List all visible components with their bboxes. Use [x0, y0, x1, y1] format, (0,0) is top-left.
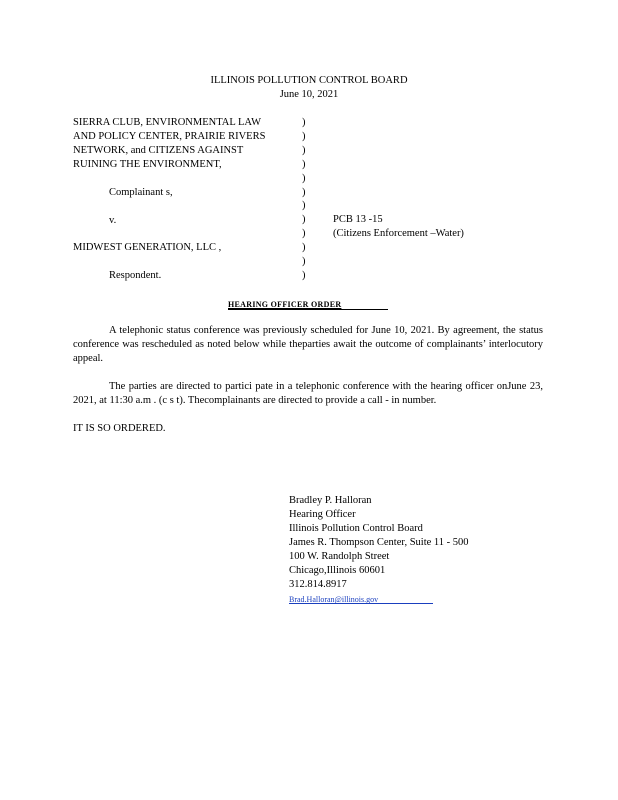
case-type: (Citizens Enforcement –Water)	[333, 228, 464, 239]
paren: )	[302, 186, 306, 198]
paren: )	[302, 117, 306, 128]
paren: )	[302, 228, 306, 240]
signature-name: Bradley P. Halloran	[289, 495, 372, 506]
complainant-parties-line-2: AND POLICY CENTER, PRAIRIE RIVERS	[73, 131, 266, 142]
paren: )	[302, 200, 306, 212]
closing-statement: IT IS SO ORDERED.	[73, 423, 166, 434]
paren: )	[302, 130, 306, 142]
caption-parenthesis-column	[302, 116, 306, 283]
respondent-name: MIDWEST GENERATION, LLC ,	[73, 242, 222, 253]
case-number: PCB 13 -15	[333, 214, 383, 225]
paren: )	[302, 144, 306, 156]
paragraph-2-text: The parties are directed to partici pate in a telephonic conference with the hearing officer onJune 23, 2021, at 11:30 a.m . (c s t). Thecomplainants are directed to provide a call - in number.	[73, 381, 543, 406]
versus-label: v.	[109, 215, 117, 226]
signature-organization: Illinois Pollution Control Board	[289, 523, 423, 534]
email-link-underline	[289, 603, 433, 604]
complainant-parties-line-1: SIERRA CLUB, ENVIRONMENTAL LAW	[73, 117, 262, 128]
signature-title: Hearing Officer	[289, 509, 356, 520]
document-title: HEARING OFFICER ORDER	[228, 300, 342, 309]
signature-address-line-2: 100 W. Randolph Street	[289, 551, 390, 562]
paren: )	[302, 172, 306, 184]
board-name: ILLINOIS POLLUTION CONTROL BOARD	[210, 75, 408, 86]
title-underline	[228, 309, 388, 310]
complainant-parties-line-4: RUINING THE ENVIRONMENT,	[73, 159, 222, 170]
paren: )	[302, 158, 306, 170]
body-paragraph-1	[73, 324, 543, 366]
body-paragraph-2	[73, 380, 543, 408]
paren: )	[302, 269, 306, 281]
paren: )	[302, 214, 306, 226]
paren: )	[302, 242, 306, 254]
paren: )	[302, 256, 306, 268]
complainants-label: Complainant s,	[109, 187, 173, 198]
signature-email-link[interactable]: Brad.Halloran@illinois.gov	[289, 595, 379, 604]
signature-address-line-1: James R. Thompson Center, Suite 11 - 500	[289, 537, 469, 548]
signature-city: Chicago,Illinois 60601	[289, 565, 386, 576]
paragraph-1-text: A telephonic status conference was previously scheduled for June 10, 2021. By agreement, the status conference was rescheduled as noted below while theparties await the outcome of complainants’ interlocutory appeal.	[73, 325, 543, 364]
complainant-parties-line-3: NETWORK, and CITIZENS AGAINST	[73, 145, 244, 156]
signature-phone: 312.814.8917	[289, 579, 347, 590]
order-date: June 10, 2021	[279, 89, 339, 100]
respondent-label: Respondent.	[109, 270, 162, 281]
